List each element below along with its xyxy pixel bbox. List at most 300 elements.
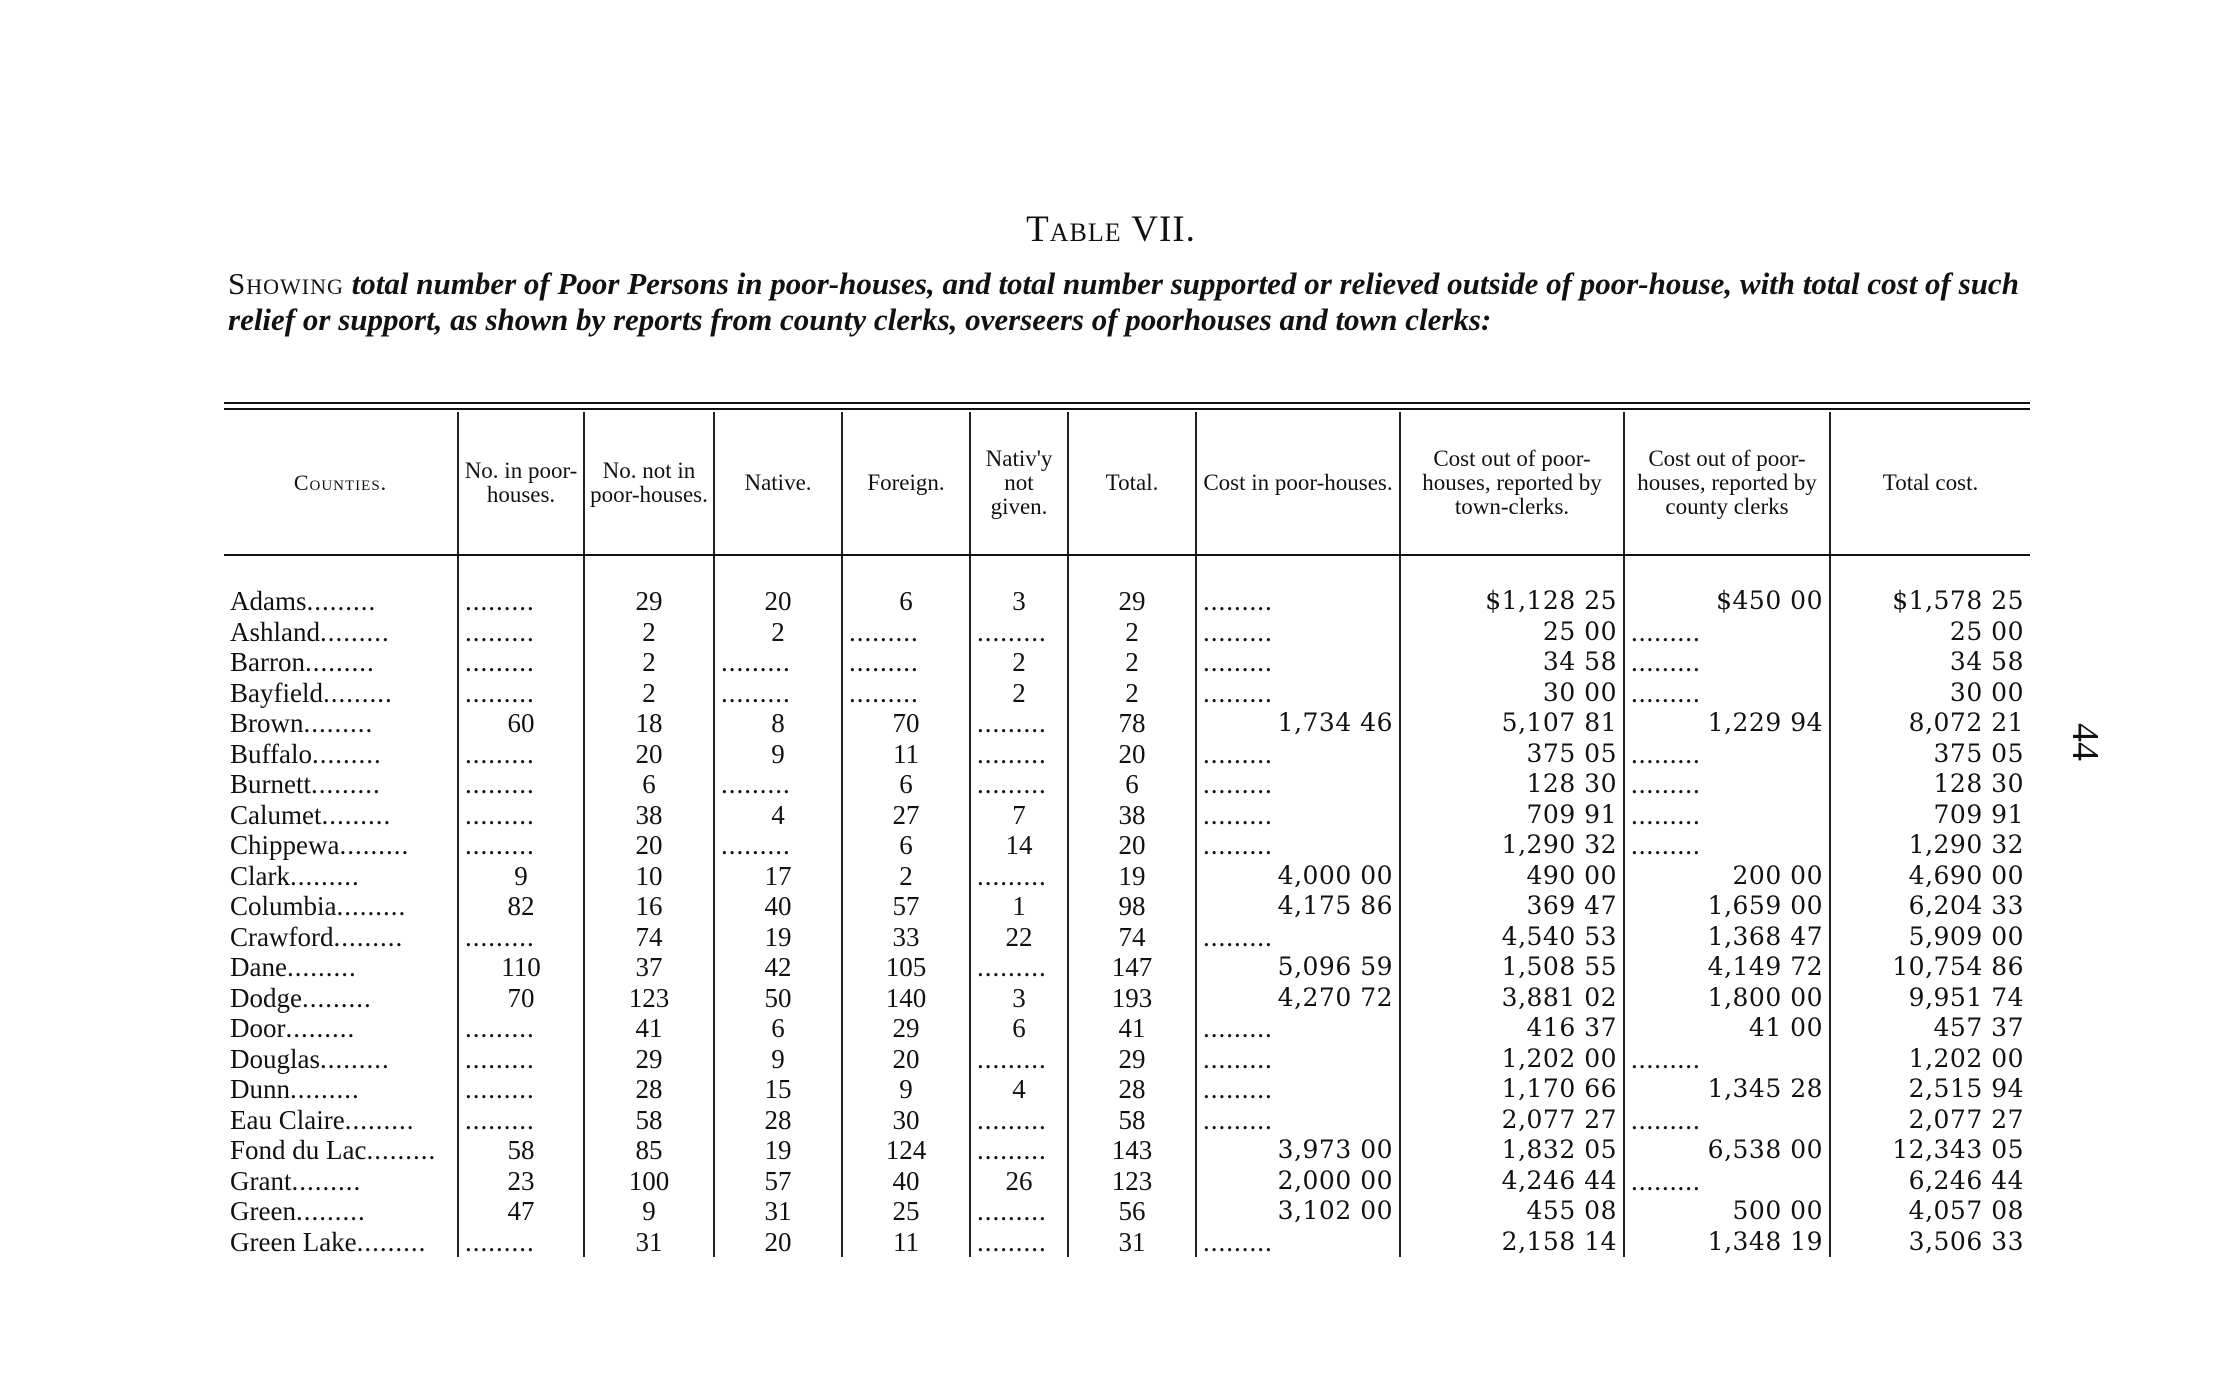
cell-cost-out-county: 1,800 00 (1624, 983, 1830, 1014)
cell-cost-out-county: 1,368 47 (1624, 922, 1830, 953)
cell-in-poorhouses (458, 800, 584, 831)
cell-cost-out-county (1624, 617, 1830, 648)
header-total: Total. (1068, 412, 1196, 555)
cell-total: 58 (1068, 1105, 1196, 1136)
cell-cost-out-county: 1,229 94 (1624, 708, 1830, 739)
leader-dots: ......... (333, 921, 404, 952)
cell-county (224, 1196, 458, 1227)
cell-cost-out-town: 490 00 (1400, 861, 1624, 892)
empty-leader-dots: ......... (721, 769, 791, 800)
cell-nativity-not-given (970, 1105, 1068, 1136)
cell-not-in-poorhouses: 29 (584, 1044, 714, 1075)
cell-cost-out-county: 1,345 28 (1624, 1074, 1830, 1105)
table-row (224, 952, 2030, 983)
cell-total-cost: 34 58 (1949, 647, 2024, 677)
header-in-poorhouses: No. in poor-houses. (458, 412, 584, 555)
leader-dots: ......... (339, 830, 410, 861)
cell-total-cost: 30 00 (1949, 677, 2024, 707)
cell-in-poorhouses: 82 (458, 891, 584, 922)
cell-cost-out-county (1624, 739, 1830, 770)
cell-foreign: 30 (842, 1105, 970, 1136)
table-title (0, 208, 2222, 251)
empty-leader-dots: ......... (977, 1226, 1047, 1257)
cell-total: 56 (1068, 1196, 1196, 1227)
cell-cost-out-county (1624, 800, 1830, 831)
cell-nativity-not-given: 2 (970, 678, 1068, 709)
leader-dots: ......... (301, 982, 372, 1013)
cell-county (224, 1135, 458, 1166)
cell-cost-out-county (1624, 830, 1830, 861)
cell-total: 41 (1068, 1013, 1196, 1044)
cell-cost-in-poorhouses (1196, 800, 1400, 831)
cell-not-in-poorhouses: 41 (584, 1013, 714, 1044)
table-row (224, 1135, 2030, 1166)
cell-foreign: 11 (842, 739, 970, 770)
county-name: Grant (230, 1165, 292, 1196)
table-caption (228, 266, 2038, 338)
cell-county (224, 617, 458, 648)
county-name: Ashland (230, 616, 320, 647)
cell-total-cost: 9,951 74 (1908, 982, 2024, 1012)
cell-total: 98 (1068, 891, 1196, 922)
cell-in-poorhouses: 23 (458, 1166, 584, 1197)
cell-native: 20 (714, 1227, 842, 1258)
cell-foreign: 6 (842, 586, 970, 617)
cell-cost-in-poorhouses: 4,175 86 (1196, 891, 1400, 922)
empty-leader-dots: ......... (1203, 830, 1273, 861)
leader-dots: ......... (322, 677, 393, 708)
cell-native: 40 (714, 891, 842, 922)
cell-nativity-not-given (970, 708, 1068, 739)
cell-county (224, 861, 458, 892)
leader-dots: ......... (290, 1074, 360, 1105)
cell-cost-out-town: 3,881 02 (1400, 983, 1624, 1014)
cell-in-poorhouses (458, 678, 584, 709)
cell-native: 9 (714, 1044, 842, 1075)
empty-leader-dots: ......... (849, 616, 919, 647)
cell-native (714, 647, 842, 678)
empty-leader-dots: ......... (977, 952, 1047, 983)
county-name: Clark (230, 860, 290, 891)
cell-native: 2 (714, 617, 842, 648)
empty-leader-dots: ......... (1631, 1043, 1701, 1074)
empty-leader-dots: ......... (1631, 647, 1701, 678)
cell-cost-in-poorhouses (1196, 1105, 1400, 1136)
cell-county (224, 1227, 458, 1258)
cell-cost-in-poorhouses (1196, 922, 1400, 953)
cell-total: 2 (1068, 617, 1196, 648)
cell-foreign: 105 (842, 952, 970, 983)
cell-county (224, 1044, 458, 1075)
cell-in-poorhouses (458, 739, 584, 770)
cell-cost-in-poorhouses (1196, 739, 1400, 770)
cell-cost-out-county: 1,348 19 (1624, 1227, 1830, 1258)
cell-total: 147 (1068, 952, 1196, 983)
cell-not-in-poorhouses: 20 (584, 739, 714, 770)
empty-leader-dots: ......... (465, 1226, 535, 1257)
cell-foreign: 70 (842, 708, 970, 739)
table-row (224, 769, 2030, 800)
table-row (224, 983, 2030, 1014)
empty-leader-dots: ......... (1203, 1043, 1273, 1074)
empty-leader-dots: ......... (1203, 1074, 1273, 1105)
cell-not-in-poorhouses: 10 (584, 861, 714, 892)
leader-dots: ......... (321, 799, 392, 830)
cell-total: 78 (1068, 708, 1196, 739)
cell-cost-out-county: 6,538 00 (1624, 1135, 1830, 1166)
empty-leader-dots: ......... (1203, 1013, 1273, 1044)
table-header-row (224, 412, 2030, 555)
cell-county (224, 952, 458, 983)
empty-leader-dots: ......... (1631, 799, 1701, 830)
empty-leader-dots: ......... (465, 738, 535, 769)
cell-cost-in-poorhouses (1196, 647, 1400, 678)
cell-county (224, 983, 458, 1014)
cell-foreign: 2 (842, 861, 970, 892)
cell-total-cost: 6,246 44 (1908, 1165, 2024, 1195)
cell-cost-out-town: $1,128 25 (1400, 586, 1624, 617)
cell-county (224, 739, 458, 770)
header-nativity-not-given: Nativ'y not given. (970, 412, 1068, 555)
cell-total-cost: 375 05 (1933, 738, 2024, 768)
cell-cost-out-county: 500 00 (1624, 1196, 1830, 1227)
cell-total: 2 (1068, 647, 1196, 678)
cell-in-poorhouses (458, 617, 584, 648)
cell-in-poorhouses (458, 922, 584, 953)
cell-total: 38 (1068, 800, 1196, 831)
empty-leader-dots: ......... (1631, 769, 1701, 800)
cell-county (224, 678, 458, 709)
leader-dots: ......... (336, 891, 407, 922)
cell-cost-out-county: 200 00 (1624, 861, 1830, 892)
cell-not-in-poorhouses: 58 (584, 1105, 714, 1136)
cell-foreign: 20 (842, 1044, 970, 1075)
county-name: Green (230, 1196, 296, 1227)
table-row (224, 708, 2030, 739)
cell-not-in-poorhouses: 2 (584, 647, 714, 678)
cell-nativity-not-given: 3 (970, 983, 1068, 1014)
cell-cost-out-county (1624, 678, 1830, 709)
cell-native: 8 (714, 708, 842, 739)
empty-leader-dots: ......... (977, 616, 1047, 647)
cell-nativity-not-given (970, 1044, 1068, 1075)
cell-county (224, 891, 458, 922)
table-row (224, 922, 2030, 953)
cell-cost-out-county (1624, 1044, 1830, 1075)
empty-leader-dots: ......... (1631, 1165, 1701, 1196)
table-title-numeral: VII. (1131, 209, 1196, 250)
cell-total: 20 (1068, 739, 1196, 770)
cell-in-poorhouses (458, 586, 584, 617)
caption-body: total number of Poor Persons in poor-houses, and total number supported or relieved outside of poor-house, with total cost of such relief or support, as shown by reports from county clerks, overseers of poorhouses and town clerks: (228, 266, 2019, 337)
empty-leader-dots: ......... (1203, 921, 1273, 952)
cell-nativity-not-given: 1 (970, 891, 1068, 922)
cell-total-cost: 457 37 (1933, 1013, 2024, 1043)
header-native: Native. (714, 412, 842, 555)
cell-total-cost: 709 91 (1933, 799, 2024, 829)
cell-native: 20 (714, 586, 842, 617)
cell-foreign: 40 (842, 1166, 970, 1197)
empty-leader-dots: ......... (465, 769, 535, 800)
cell-native: 50 (714, 983, 842, 1014)
cell-foreign: 140 (842, 983, 970, 1014)
cell-native (714, 830, 842, 861)
empty-leader-dots: ......... (465, 1043, 535, 1074)
cell-foreign: 29 (842, 1013, 970, 1044)
header-total-cost: Total cost. (1830, 412, 2030, 555)
cell-cost-in-poorhouses: 3,102 00 (1196, 1196, 1400, 1227)
cell-county (224, 769, 458, 800)
cell-cost-in-poorhouses (1196, 678, 1400, 709)
table-row (224, 586, 2030, 617)
cell-native: 4 (714, 800, 842, 831)
cell-in-poorhouses: 60 (458, 708, 584, 739)
leader-dots: ......... (306, 586, 377, 617)
cell-in-poorhouses (458, 1044, 584, 1075)
cell-native: 31 (714, 1196, 842, 1227)
cell-in-poorhouses: 110 (458, 952, 584, 983)
table-row (224, 800, 2030, 831)
cell-nativity-not-given (970, 952, 1068, 983)
cell-cost-out-town: 1,170 66 (1400, 1074, 1624, 1105)
cell-nativity-not-given: 3 (970, 586, 1068, 617)
leader-dots: ......... (295, 1196, 366, 1227)
empty-leader-dots: ......... (1631, 738, 1701, 769)
cell-cost-in-poorhouses (1196, 1074, 1400, 1105)
cell-total: 31 (1068, 1227, 1196, 1258)
cell-foreign: 9 (842, 1074, 970, 1105)
cell-foreign: 11 (842, 1227, 970, 1258)
empty-leader-dots: ......... (1203, 769, 1273, 800)
cell-not-in-poorhouses: 31 (584, 1227, 714, 1258)
cell-native: 28 (714, 1105, 842, 1136)
cell-cost-out-county: 1,659 00 (1624, 891, 1830, 922)
cell-in-poorhouses: 9 (458, 861, 584, 892)
cell-county (224, 647, 458, 678)
table-row (224, 1196, 2030, 1227)
cell-foreign: 6 (842, 830, 970, 861)
table-body (224, 555, 2030, 1257)
cell-not-in-poorhouses: 6 (584, 769, 714, 800)
cell-in-poorhouses (458, 1013, 584, 1044)
cell-total-cost: 6,204 33 (1908, 891, 2024, 921)
cell-foreign: 27 (842, 800, 970, 831)
cell-cost-out-town: 369 47 (1400, 891, 1624, 922)
cell-cost-out-county: 4,149 72 (1624, 952, 1830, 983)
county-name: Columbia (230, 891, 337, 922)
cell-cost-out-town: 375 05 (1400, 739, 1624, 770)
cell-cost-out-town: 455 08 (1400, 1196, 1624, 1227)
cell-foreign: 6 (842, 769, 970, 800)
county-name: Eau Claire (230, 1104, 345, 1135)
table-row (224, 861, 2030, 892)
cell-in-poorhouses: 47 (458, 1196, 584, 1227)
county-name: Calumet (230, 799, 322, 830)
county-name: Crawford (230, 921, 334, 952)
table-row (224, 1013, 2030, 1044)
empty-leader-dots: ......... (977, 1043, 1047, 1074)
cell-nativity-not-given: 14 (970, 830, 1068, 861)
cell-in-poorhouses (458, 1105, 584, 1136)
empty-leader-dots: ......... (977, 1104, 1047, 1135)
table-row (224, 891, 2030, 922)
cell-native: 19 (714, 922, 842, 953)
leader-dots: ......... (290, 860, 360, 891)
cell-cost-out-town: 1,508 55 (1400, 952, 1624, 983)
leader-dots: ......... (320, 616, 390, 647)
cell-not-in-poorhouses: 2 (584, 678, 714, 709)
leader-dots: ......... (366, 1135, 437, 1166)
cell-nativity-not-given: 6 (970, 1013, 1068, 1044)
table-top-rule (224, 402, 2030, 410)
cell-not-in-poorhouses: 37 (584, 952, 714, 983)
header-cost-out-town: Cost out of poor-houses, reported by town-clerks. (1400, 412, 1624, 555)
cell-foreign: 25 (842, 1196, 970, 1227)
cell-not-in-poorhouses: 85 (584, 1135, 714, 1166)
cell-cost-out-town: 2,158 14 (1400, 1227, 1624, 1258)
cell-cost-out-town: 30 00 (1400, 678, 1624, 709)
cell-nativity-not-given (970, 1135, 1068, 1166)
cell-total: 74 (1068, 922, 1196, 953)
county-name: Barron (230, 647, 305, 678)
empty-leader-dots: ......... (1203, 586, 1273, 617)
header-spacer-row (224, 555, 2030, 586)
county-name: Dodge (230, 982, 302, 1013)
cell-in-poorhouses: 58 (458, 1135, 584, 1166)
cell-in-poorhouses (458, 830, 584, 861)
cell-cost-out-town: 1,290 32 (1400, 830, 1624, 861)
table-row (224, 1074, 2030, 1105)
cell-total: 143 (1068, 1135, 1196, 1166)
cell-nativity-not-given: 7 (970, 800, 1068, 831)
cell-not-in-poorhouses: 38 (584, 800, 714, 831)
cell-total: 6 (1068, 769, 1196, 800)
empty-leader-dots: ......... (465, 677, 535, 708)
empty-leader-dots: ......... (1203, 799, 1273, 830)
header-cost-in-poorhouses: Cost in poor-houses. (1196, 412, 1400, 555)
cell-cost-in-poorhouses (1196, 1227, 1400, 1258)
poor-persons-table (224, 412, 2030, 1257)
cell-county (224, 922, 458, 953)
cell-total-cost: 8,072 21 (1908, 708, 2024, 738)
cell-county (224, 586, 458, 617)
header-foreign: Foreign. (842, 412, 970, 555)
cell-county (224, 1166, 458, 1197)
cell-in-poorhouses (458, 769, 584, 800)
empty-leader-dots: ......... (465, 586, 535, 617)
county-name: Bayfield (230, 677, 323, 708)
empty-leader-dots: ......... (465, 647, 535, 678)
cell-not-in-poorhouses: 16 (584, 891, 714, 922)
county-name: Chippewa (230, 830, 340, 861)
cell-nativity-not-given (970, 617, 1068, 648)
cell-native: 6 (714, 1013, 842, 1044)
cell-total: 123 (1068, 1166, 1196, 1197)
cell-county (224, 830, 458, 861)
county-name: Douglas (230, 1043, 320, 1074)
cell-in-poorhouses (458, 1227, 584, 1258)
cell-nativity-not-given (970, 1196, 1068, 1227)
table-row (224, 1166, 2030, 1197)
cell-cost-out-county (1624, 769, 1830, 800)
empty-leader-dots: ......... (465, 921, 535, 952)
cell-cost-in-poorhouses: 1,734 46 (1196, 708, 1400, 739)
cell-total: 2 (1068, 678, 1196, 709)
cell-cost-in-poorhouses: 5,096 59 (1196, 952, 1400, 983)
cell-not-in-poorhouses: 29 (584, 586, 714, 617)
cell-cost-out-county (1624, 1166, 1830, 1197)
cell-not-in-poorhouses: 100 (584, 1166, 714, 1197)
cell-total: 20 (1068, 830, 1196, 861)
cell-native: 57 (714, 1166, 842, 1197)
empty-leader-dots: ......... (465, 1074, 535, 1105)
header-counties: Counties. (224, 412, 458, 555)
county-name: Dane (230, 952, 287, 983)
empty-leader-dots: ......... (465, 830, 535, 861)
cell-nativity-not-given: 4 (970, 1074, 1068, 1105)
empty-leader-dots: ......... (465, 1104, 535, 1135)
empty-leader-dots: ......... (977, 769, 1047, 800)
cell-foreign (842, 678, 970, 709)
empty-leader-dots: ......... (721, 647, 791, 678)
empty-leader-dots: ......... (977, 860, 1047, 891)
empty-leader-dots: ......... (977, 708, 1047, 739)
cell-native: 42 (714, 952, 842, 983)
cell-cost-out-town: 34 58 (1400, 647, 1624, 678)
cell-total: 29 (1068, 1044, 1196, 1075)
cell-cost-in-poorhouses (1196, 617, 1400, 648)
cell-total-cost: 1,202 00 (1908, 1043, 2024, 1073)
cell-cost-out-town: 4,246 44 (1400, 1166, 1624, 1197)
empty-leader-dots: ......... (721, 830, 791, 861)
cell-cost-out-town: 1,832 05 (1400, 1135, 1624, 1166)
empty-leader-dots: ......... (1631, 830, 1701, 861)
table-row (224, 1105, 2030, 1136)
cell-cost-out-town: 416 37 (1400, 1013, 1624, 1044)
cell-native: 15 (714, 1074, 842, 1105)
cell-nativity-not-given (970, 769, 1068, 800)
cell-cost-in-poorhouses: 4,000 00 (1196, 861, 1400, 892)
cell-total: 193 (1068, 983, 1196, 1014)
table-title-prefix: Table (1026, 209, 1122, 250)
empty-leader-dots: ......... (1203, 1226, 1273, 1257)
county-name: Fond du Lac (230, 1135, 367, 1166)
empty-leader-dots: ......... (721, 677, 791, 708)
cell-total-cost: 4,690 00 (1908, 860, 2024, 890)
empty-leader-dots: ......... (1203, 616, 1273, 647)
cell-total-cost: 2,077 27 (1908, 1104, 2024, 1134)
empty-leader-dots: ......... (1631, 616, 1701, 647)
county-name: Brown (230, 708, 304, 739)
cell-in-poorhouses (458, 1074, 584, 1105)
empty-leader-dots: ......... (1631, 1104, 1701, 1135)
empty-leader-dots: ......... (977, 1135, 1047, 1166)
cell-native (714, 769, 842, 800)
county-name: Door (230, 1013, 286, 1044)
leader-dots: ......... (286, 952, 357, 983)
leader-dots: ......... (356, 1226, 427, 1257)
table-row (224, 617, 2030, 648)
table-row (224, 739, 2030, 770)
cell-foreign: 33 (842, 922, 970, 953)
cell-county (224, 800, 458, 831)
cell-total: 29 (1068, 586, 1196, 617)
empty-leader-dots: ......... (1203, 1104, 1273, 1135)
cell-cost-in-poorhouses (1196, 830, 1400, 861)
cell-nativity-not-given (970, 861, 1068, 892)
cell-native (714, 678, 842, 709)
cell-cost-out-county: 41 00 (1624, 1013, 1830, 1044)
